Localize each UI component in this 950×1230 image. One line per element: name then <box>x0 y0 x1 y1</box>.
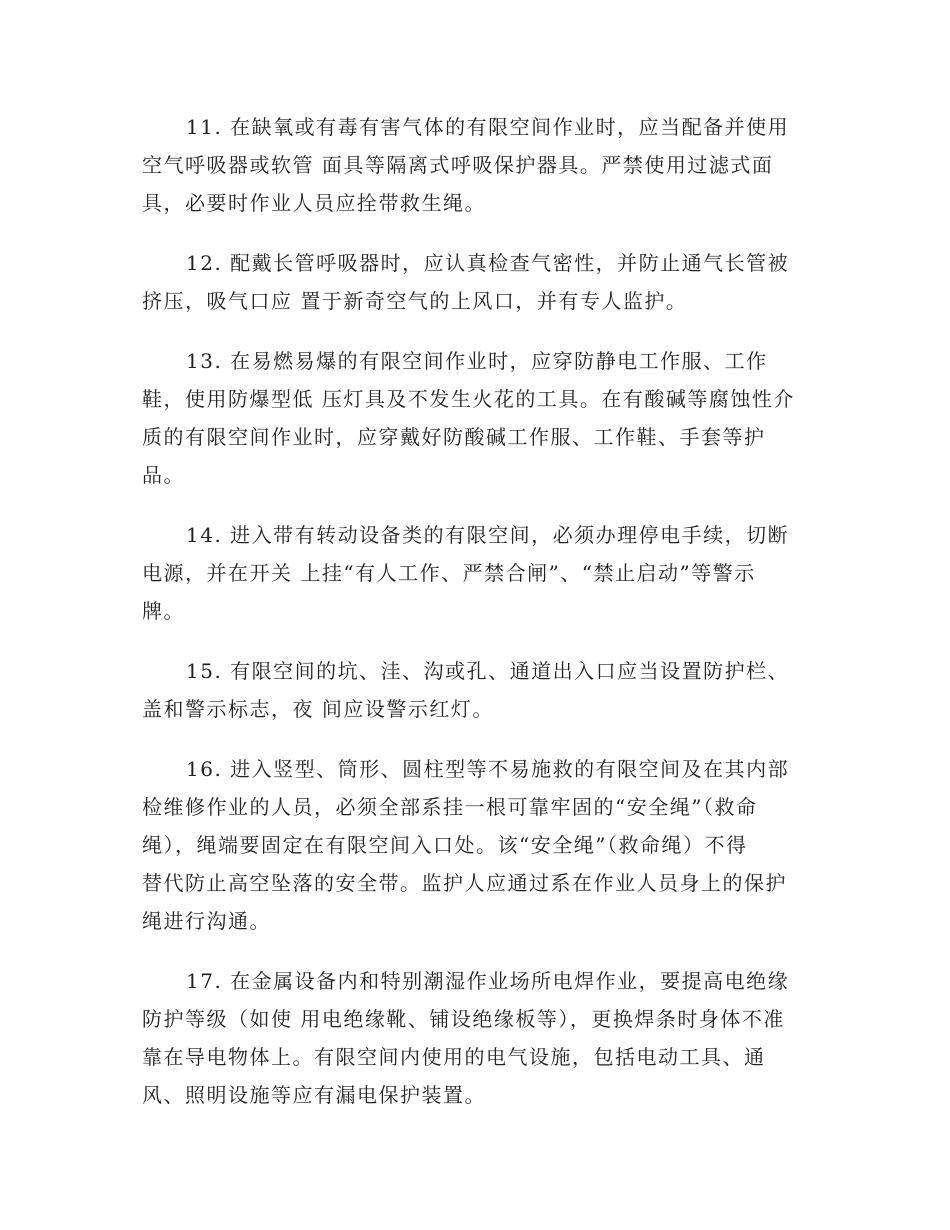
paragraph-line: 14. 进入带有转动设备类的有限空间，必须办理停电手续，切断 <box>186 523 790 547</box>
paragraph-line: 15. 有限空间的坑、洼、沟或孔、通道出入口应当设置防护栏、 <box>186 659 790 683</box>
paragraph-line: 挤压，吸气口应 置于新奇空气的上风口，并有专人监护。 <box>142 289 688 313</box>
paragraph-line: 绳），绳端要固定在有限空间入口处。该“安全绳”（救命绳）不得 <box>142 833 748 857</box>
paragraph-line: 具，必要时作业人员应拴带救生绳。 <box>142 191 486 215</box>
paragraph-13 <box>142 342 810 494</box>
paragraph-line: 电源，并在开关 上挂“有人工作、严禁合闸”、“禁止启动”等警示 <box>142 561 756 585</box>
paragraph-line: 16. 进入竖型、筒形、圆柱型等不易施救的有限空间及在其内部 <box>186 757 790 781</box>
paragraph-line: 品。 <box>142 463 185 487</box>
paragraph-line: 质的有限空间作业时，应穿戴好防酸碱工作服、工作鞋、手套等护 <box>142 425 766 449</box>
paragraph-line: 17. 在金属设备内和特别潮湿作业场所电焊作业，要提高电绝缘 <box>186 969 790 993</box>
paragraph-line: 鞋，使用防爆型低 压灯具及不发生火花的工具。在有酸碱等腐蚀性介 <box>142 387 795 411</box>
paragraph-11 <box>142 108 810 222</box>
paragraph-line: 12. 配戴长管呼吸器时，应认真检查气密性，并防止通气长管被 <box>186 251 790 275</box>
paragraph-14 <box>142 516 810 630</box>
paragraph-line: 盖和警示标志，夜 间应设警示红灯。 <box>142 697 494 721</box>
paragraph-line: 检维修作业的人员，必须全部系挂一根可靠牢固的“安全绳”（救命 <box>142 795 758 819</box>
paragraph-line: 替代防止高空坠落的安全带。监护人应通过系在作业人员身上的保护 <box>142 871 787 895</box>
paragraph-15 <box>142 652 810 728</box>
paragraph-line: 空气呼吸器或软管 面具等隔离式呼吸保护器具。严禁使用过滤式面 <box>142 153 774 177</box>
paragraph-line: 牌。 <box>142 599 185 623</box>
paragraph-12 <box>142 244 810 320</box>
paragraph-line: 13. 在易燃易爆的有限空间作业时，应穿防静电工作服、工作 <box>186 349 768 373</box>
paragraph-line: 风、照明设施等应有漏电保护装置。 <box>142 1083 486 1107</box>
paragraph-line: 11. 在缺氧或有毒有害气体的有限空间作业时，应当配备并使用 <box>186 115 790 139</box>
paragraph-17 <box>142 962 810 1114</box>
document-body <box>142 108 810 1136</box>
paragraph-line: 防护等级（如使 用电绝缘靴、铺设绝缘板等），更换焊条时身体不准 <box>142 1007 785 1031</box>
paragraph-line: 靠在导电物体上。有限空间内使用的电气设施，包括电动工具、通 <box>142 1045 766 1069</box>
paragraph-16 <box>142 750 810 940</box>
paragraph-line: 绳进行沟通。 <box>142 909 271 933</box>
